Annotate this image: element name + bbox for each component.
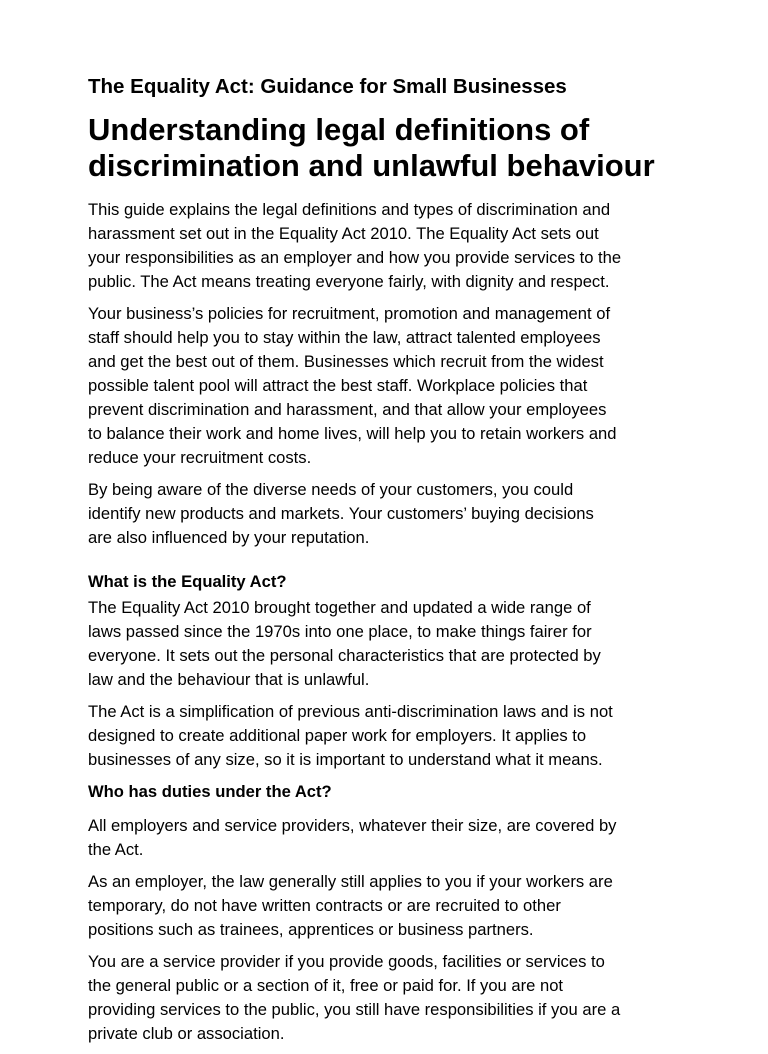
section-heading: What is the Equality Act?: [88, 572, 287, 591]
page-heading: Understanding legal definitions of discrimination and unlawful behaviour: [88, 112, 655, 183]
intro-paragraph: By being aware of the diverse needs of your customers, you could identify new products and markets. Your customers’ buying decisions are also influenced by your reputation.: [88, 480, 594, 547]
section-paragraph: You are a service provider if you provide goods, facilities or services to the general public or a section of it, free or paid for. If you are not providing services to the public, you still have responsibilities if you are a private club or association.: [88, 952, 621, 1043]
intro-paragraph: Your business’s policies for recruitment, promotion and management of staff should help you to stay within the law, attract talented employees and get the best out of them. Businesses which recruit from the widest possible talent pool will attract the best staff. Workplace policies that prevent discrimination and harassment, and that allow your employees to balance their work and home lives, will help you to retain workers and reduce your recruitment costs.: [88, 304, 617, 467]
section-paragraph: The Act is a simplification of previous anti-discrimination laws and is not designed to create additional paper work for employers. It applies to businesses of any size, so it is important to understand what it means.: [88, 702, 613, 769]
document-page: [88, 74, 708, 1054]
document-title: The Equality Act: Guidance for Small Businesses: [88, 75, 567, 98]
section-paragraph: All employers and service providers, whatever their size, are covered by the Act.: [88, 816, 617, 859]
section-heading: Who has duties under the Act?: [88, 782, 332, 801]
intro-paragraph: This guide explains the legal definitions and types of discrimination and harassment set out in the Equality Act 2010. The Equality Act sets out your responsibilities as an employer and how you provide services to the public. The Act means treating everyone fairly, with dignity and respect.: [88, 200, 622, 291]
section-paragraph: As an employer, the law generally still applies to you if your workers are temporary, do not have written contracts or are recruited to other positions such as trainees, apprentices or business partners.: [88, 872, 613, 939]
section-paragraph: The Equality Act 2010 brought together and updated a wide range of laws passed since the 1970s into one place, to make things fairer for everyone. It sets out the personal characteristics that are protected by law and the behaviour that is unlawful.: [88, 598, 601, 689]
